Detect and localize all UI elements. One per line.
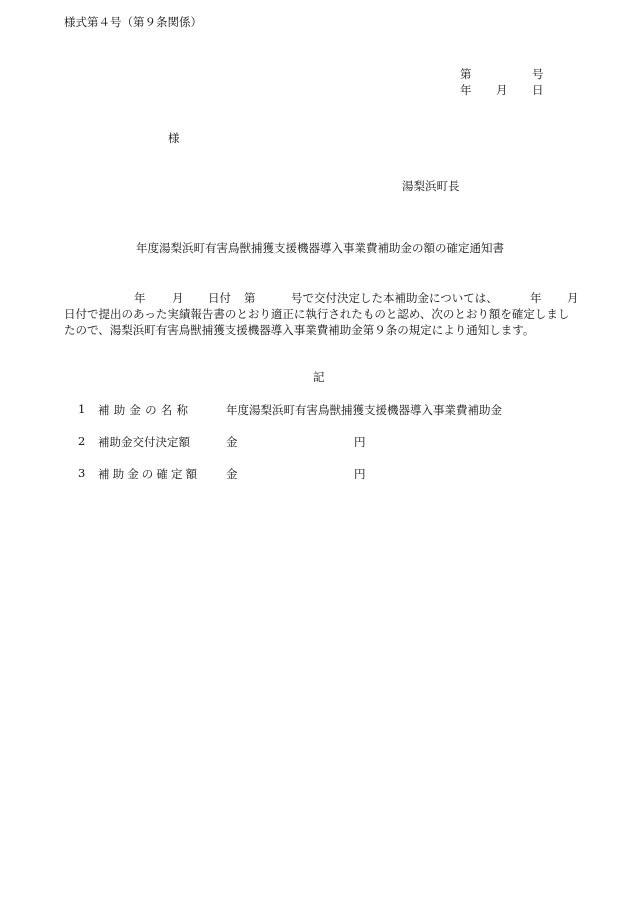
body-line-1-text: 号で交付決定した本補助金については、: [291, 291, 498, 305]
item-value: 金: [226, 467, 238, 481]
body-number-prefix: 第: [244, 291, 256, 305]
item-yen: 円: [354, 467, 366, 481]
list-item: [0, 466, 630, 482]
date-day: 日: [532, 83, 544, 97]
item-value: 金: [226, 435, 238, 449]
body-year-1: 年: [134, 291, 146, 305]
addressee: 様: [168, 131, 180, 145]
number-prefix: 第: [460, 67, 472, 81]
body-line-3: たので、湯梨浜町有害鳥獣捕獲支援機器導入事業費補助金第９条の規定により通知します。: [64, 323, 535, 337]
body-day-1: 日付: [208, 291, 231, 305]
item-value: 年度湯梨浜町有害鳥獣捕獲支援機器導入事業費補助金: [226, 403, 502, 417]
item-number: 1: [78, 402, 86, 416]
body-month-1: 月: [172, 291, 184, 305]
document-title: 年度湯梨浜町有害鳥獣捕獲支援機器導入事業費補助金の額の確定通知書: [136, 241, 504, 255]
body-line-2: 日付で提出のあった実績報告書のとおり適正に執行されたものと認め、次のとおり額を確定しまし: [64, 307, 570, 321]
item-number: 3: [78, 466, 86, 480]
sender-name: 湯梨浜町長: [402, 179, 460, 193]
list-item: [0, 402, 630, 418]
list-item: [0, 434, 630, 450]
body-year-2: 年: [530, 291, 542, 305]
item-label: 補助金の確定額: [98, 467, 201, 481]
body-month-2: 月: [567, 291, 579, 305]
item-number: 2: [78, 434, 86, 448]
ki-heading: 記: [313, 370, 325, 384]
item-label: 補助金交付決定額: [98, 435, 190, 449]
form-label: 様式第４号（第９条関係）: [64, 15, 202, 29]
date-year: 年: [460, 83, 472, 97]
item-yen: 円: [354, 435, 366, 449]
item-label: 補助金の名称: [98, 403, 193, 417]
date-month: 月: [496, 83, 508, 97]
number-suffix: 号: [532, 67, 544, 81]
